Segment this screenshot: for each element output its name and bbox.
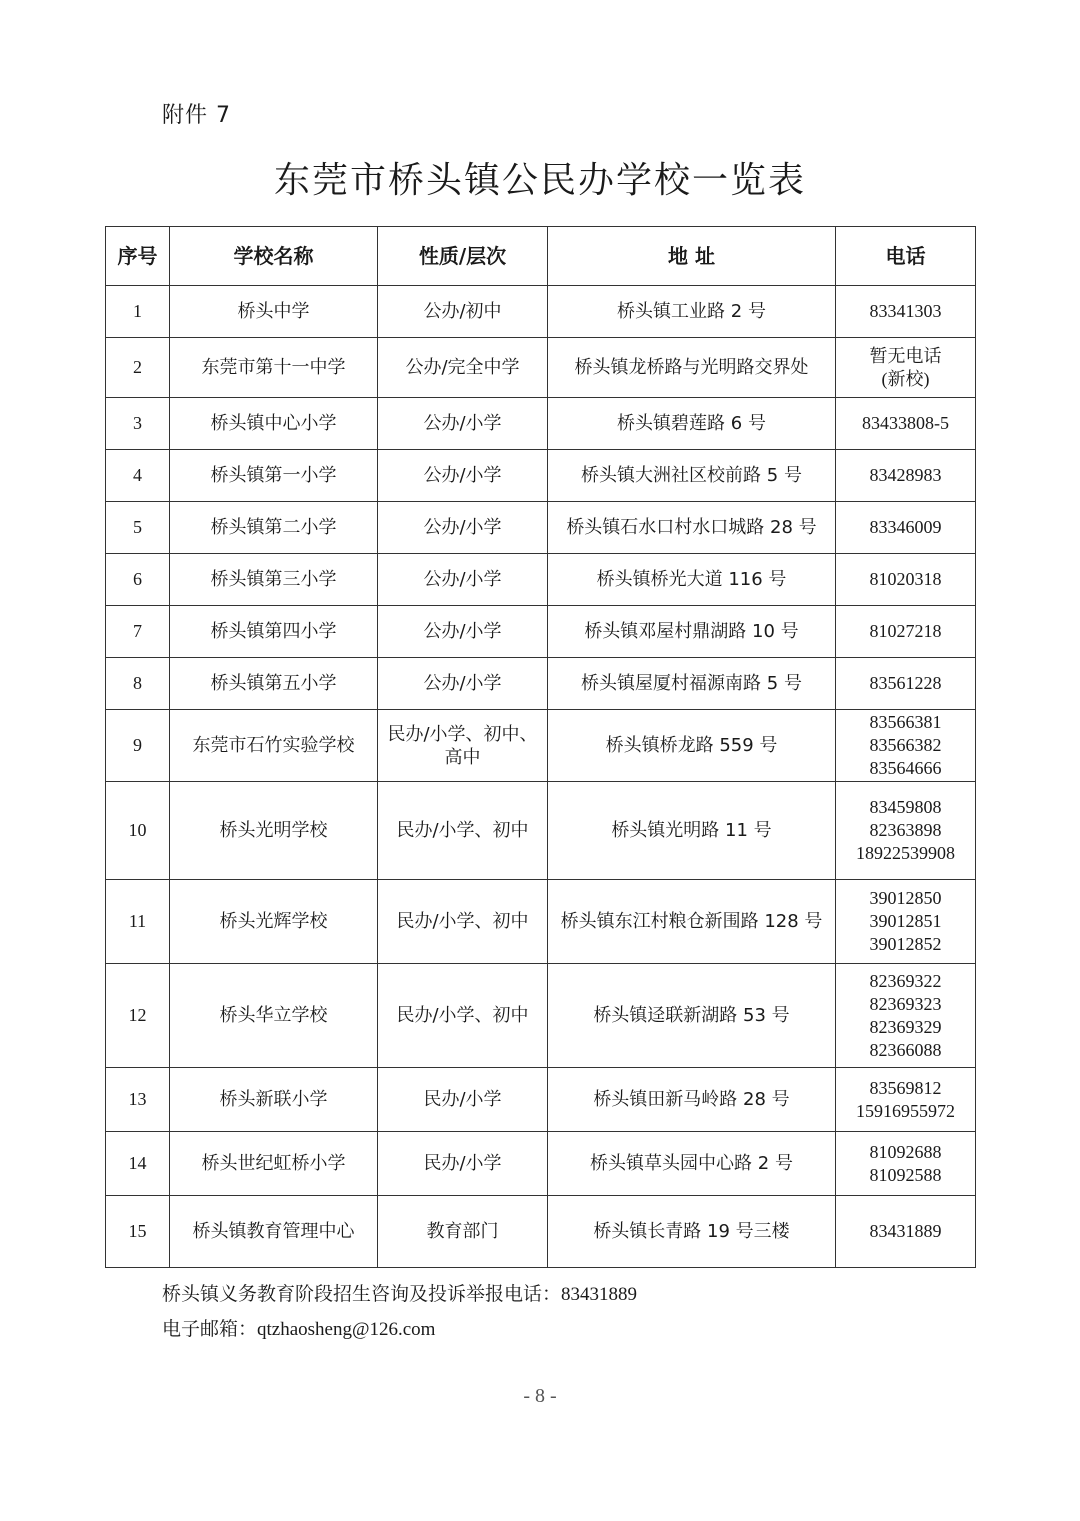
phone-number: 81092588 (869, 1164, 942, 1185)
phone-number: 18922539908 (856, 843, 955, 863)
school-name: 桥头新联小学 (170, 1068, 378, 1132)
page-number: - 8 - (523, 1385, 557, 1407)
school-phone (836, 502, 976, 554)
school-type: 公办/小学 (378, 398, 548, 450)
school-phone (836, 554, 976, 606)
school-type: 民办/小学、初中 (378, 880, 548, 964)
table-row (106, 964, 976, 1068)
attachment-label: 附件 7 (162, 103, 231, 128)
row-number: 13 (106, 1068, 170, 1132)
phone-number: 83561228 (869, 673, 942, 693)
email-line (162, 1314, 435, 1341)
school-phone (836, 606, 976, 658)
row-number: 5 (106, 502, 170, 554)
school-type: 公办/小学 (378, 554, 548, 606)
school-address: 桥头镇石水口村水口城路 28 号 (548, 502, 836, 554)
school-address: 桥头镇工业路 2 号 (548, 286, 836, 338)
phone-number: 83459808 (869, 797, 942, 817)
school-type: 公办/小学 (378, 606, 548, 658)
phone-number: 83564666 (869, 758, 942, 778)
school-address: 桥头镇大洲社区校前路 5 号 (548, 450, 836, 502)
table-row (106, 1196, 976, 1268)
phone-number: 83346009 (869, 517, 942, 537)
header-type: 性质/层次 (378, 227, 548, 286)
school-phone (836, 1132, 976, 1196)
header-no: 序号 (106, 227, 170, 286)
phone-number: 15916955972 (856, 1100, 955, 1121)
table-row (106, 782, 976, 880)
school-type: 公办/完全中学 (378, 338, 548, 398)
phone-number: 83428983 (869, 465, 942, 485)
school-name: 桥头镇第二小学 (170, 502, 378, 554)
table-row (106, 554, 976, 606)
row-number: 12 (106, 964, 170, 1068)
school-name: 桥头镇第五小学 (170, 658, 378, 710)
email-address: qtzhaosheng@126.com (257, 1319, 436, 1340)
school-address: 桥头镇碧莲路 6 号 (548, 398, 836, 450)
table-row (106, 880, 976, 964)
row-number: 4 (106, 450, 170, 502)
row-number: 2 (106, 338, 170, 398)
table-row (106, 1068, 976, 1132)
phone-number: 39012852 (869, 934, 942, 954)
row-number: 8 (106, 658, 170, 710)
hotline-label: 桥头镇义务教育阶段招生咨询及投诉举报电话： (162, 1283, 562, 1305)
school-type: 民办/小学、初中、高中 (378, 710, 548, 782)
school-name: 桥头镇中心小学 (170, 398, 378, 450)
school-type: 教育部门 (378, 1196, 548, 1268)
table-row (106, 710, 976, 782)
phone-number: 暂无电话 (869, 345, 942, 366)
school-phone (836, 1196, 976, 1268)
school-type: 公办/小学 (378, 450, 548, 502)
row-number: 1 (106, 286, 170, 338)
table-row (106, 338, 976, 398)
table-header-row (106, 227, 976, 286)
school-name: 桥头镇教育管理中心 (170, 1196, 378, 1268)
row-number: 3 (106, 398, 170, 450)
table-row (106, 658, 976, 710)
header-address: 地 址 (548, 227, 836, 286)
table-body (106, 286, 976, 1268)
phone-number: 81092688 (869, 1141, 942, 1162)
school-address: 桥头镇东江村粮仓新围路 128 号 (548, 880, 836, 964)
table-row (106, 398, 976, 450)
school-address: 桥头镇龙桥路与光明路交界处 (548, 338, 836, 398)
phone-number: 82369322 (869, 970, 942, 991)
phone-number: 39012850 (869, 888, 942, 908)
row-number: 11 (106, 880, 170, 964)
phone-number: 83341303 (869, 301, 942, 321)
school-phone (836, 710, 976, 782)
school-phone (836, 450, 976, 502)
phone-number: 82369323 (869, 993, 942, 1014)
school-address: 桥头镇邓屋村鼎湖路 10 号 (548, 606, 836, 658)
hotline-number: 83431889 (561, 1284, 638, 1305)
school-address: 桥头镇桥龙路 559 号 (548, 710, 836, 782)
school-name: 桥头镇第一小学 (170, 450, 378, 502)
phone-number: 81020318 (869, 569, 942, 589)
school-name: 东莞市石竹实验学校 (170, 710, 378, 782)
school-address: 桥头镇光明路 11 号 (548, 782, 836, 880)
school-table (105, 226, 976, 1268)
school-name: 桥头中学 (170, 286, 378, 338)
table-row (106, 1132, 976, 1196)
school-address: 桥头镇桥光大道 116 号 (548, 554, 836, 606)
row-number: 6 (106, 554, 170, 606)
school-address: 桥头镇屋厦村福源南路 5 号 (548, 658, 836, 710)
school-type: 公办/初中 (378, 286, 548, 338)
phone-number: 82363898 (869, 820, 942, 840)
school-phone (836, 880, 976, 964)
table-row (106, 450, 976, 502)
hotline-line (162, 1279, 637, 1306)
school-name: 桥头镇第四小学 (170, 606, 378, 658)
table-row (106, 606, 976, 658)
phone-number: 83569812 (869, 1077, 942, 1098)
school-type: 民办/小学 (378, 1132, 548, 1196)
school-type: 民办/小学、初中 (378, 964, 548, 1068)
school-phone (836, 338, 976, 398)
school-address: 桥头镇田新马岭路 28 号 (548, 1068, 836, 1132)
phone-number: 83433808-5 (862, 413, 949, 433)
header-name: 学校名称 (170, 227, 378, 286)
school-type: 民办/小学、初中 (378, 782, 548, 880)
phone-number: 81027218 (869, 621, 942, 641)
phone-number: 82366088 (869, 1039, 942, 1060)
school-phone (836, 658, 976, 710)
school-address: 桥头镇草头园中心路 2 号 (548, 1132, 836, 1196)
school-address: 桥头镇迳联新湖路 53 号 (548, 964, 836, 1068)
school-name: 桥头华立学校 (170, 964, 378, 1068)
school-name: 桥头镇第三小学 (170, 554, 378, 606)
school-name: 桥头世纪虹桥小学 (170, 1132, 378, 1196)
row-number: 9 (106, 710, 170, 782)
school-name: 东莞市第十一中学 (170, 338, 378, 398)
table-row (106, 502, 976, 554)
phone-number: (新校) (881, 368, 930, 389)
school-name: 桥头光辉学校 (170, 880, 378, 964)
phone-number: 39012851 (869, 911, 942, 931)
phone-number: 83431889 (869, 1221, 942, 1241)
table-row (106, 286, 976, 338)
email-label: 电子邮箱： (162, 1318, 258, 1340)
row-number: 14 (106, 1132, 170, 1196)
school-phone (836, 398, 976, 450)
document-title: 东莞市桥头镇公民办学校一览表 (273, 160, 806, 201)
school-phone (836, 964, 976, 1068)
school-phone (836, 286, 976, 338)
row-number: 15 (106, 1196, 170, 1268)
school-name: 桥头光明学校 (170, 782, 378, 880)
phone-number: 83566382 (869, 735, 942, 755)
school-type: 民办/小学 (378, 1068, 548, 1132)
school-type: 公办/小学 (378, 502, 548, 554)
school-phone (836, 1068, 976, 1132)
phone-number: 83566381 (869, 712, 942, 732)
row-number: 10 (106, 782, 170, 880)
school-type: 公办/小学 (378, 658, 548, 710)
school-address: 桥头镇长青路 19 号三楼 (548, 1196, 836, 1268)
row-number: 7 (106, 606, 170, 658)
school-phone (836, 782, 976, 880)
phone-number: 82369329 (869, 1016, 942, 1037)
header-phone: 电话 (836, 227, 976, 286)
